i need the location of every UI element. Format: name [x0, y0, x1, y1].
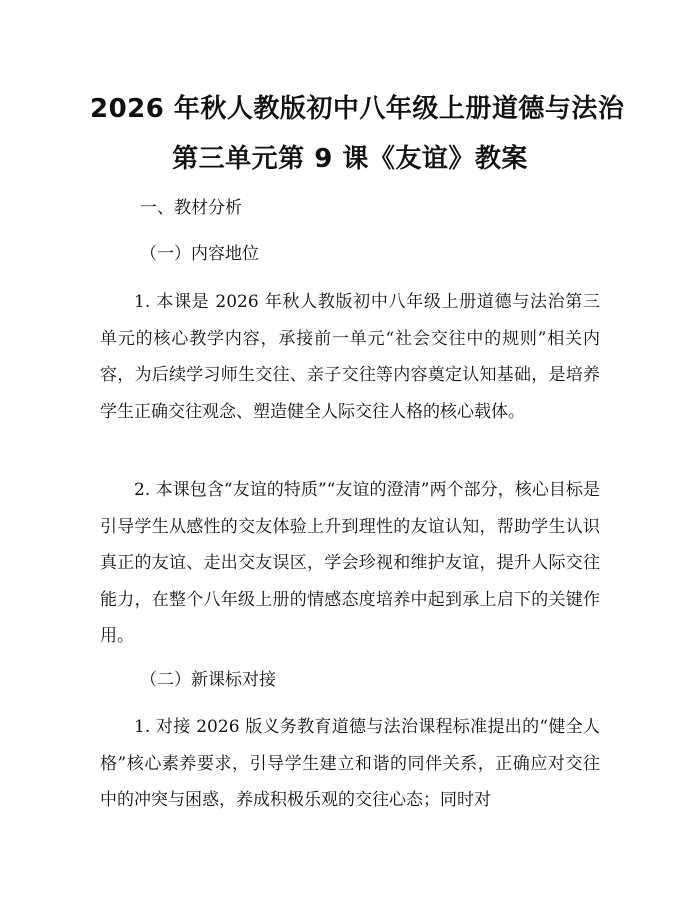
paragraph-content-position-1: 1. 本课是 2026 年秋人教版初中八年级上册道德与法治第三单元的核心教学内容，承接前一单元“社会交往中的规则”相关内容，为后续学习师生交往、亲子交往等内容奠定认知基础，是培养学生正确交往观念、塑造健全人际交往人格的核心载体。	[100, 292, 600, 422]
subsection-heading-curriculum-standard: （二）新课标对接	[140, 670, 276, 690]
document-title-line-1: 2026 年秋人教版初中八年级上册道德与法治	[90, 94, 625, 124]
paragraph-curriculum-standard-1: 1. 对接 2026 版义务教育道德与法治课程标准提出的“健全人格”核心素养要求，引导学生建立和谐的同伴关系，正确应对交往中的冲突与困惑，养成积极乐观的交往心态；同时对	[100, 717, 600, 811]
section-heading-teaching-material-analysis: 一、教材分析	[140, 198, 242, 218]
subsection-heading-content-position: （一）内容地位	[140, 244, 259, 264]
document-title-line-2: 第三单元第 9 课《友谊》教案	[172, 144, 528, 174]
paragraph-content-position-2: 2. 本课包含“友谊的特质”“友谊的澄清”两个部分，核心目标是引导学生从感性的交友体验上升到理性的友谊认知，帮助学生认识真正的友谊、走出交友误区，学会珍视和维护友谊，提升人际交往能力，在整个八年级上册的情感态度培养中起到承上启下的关键作用。	[100, 480, 600, 647]
